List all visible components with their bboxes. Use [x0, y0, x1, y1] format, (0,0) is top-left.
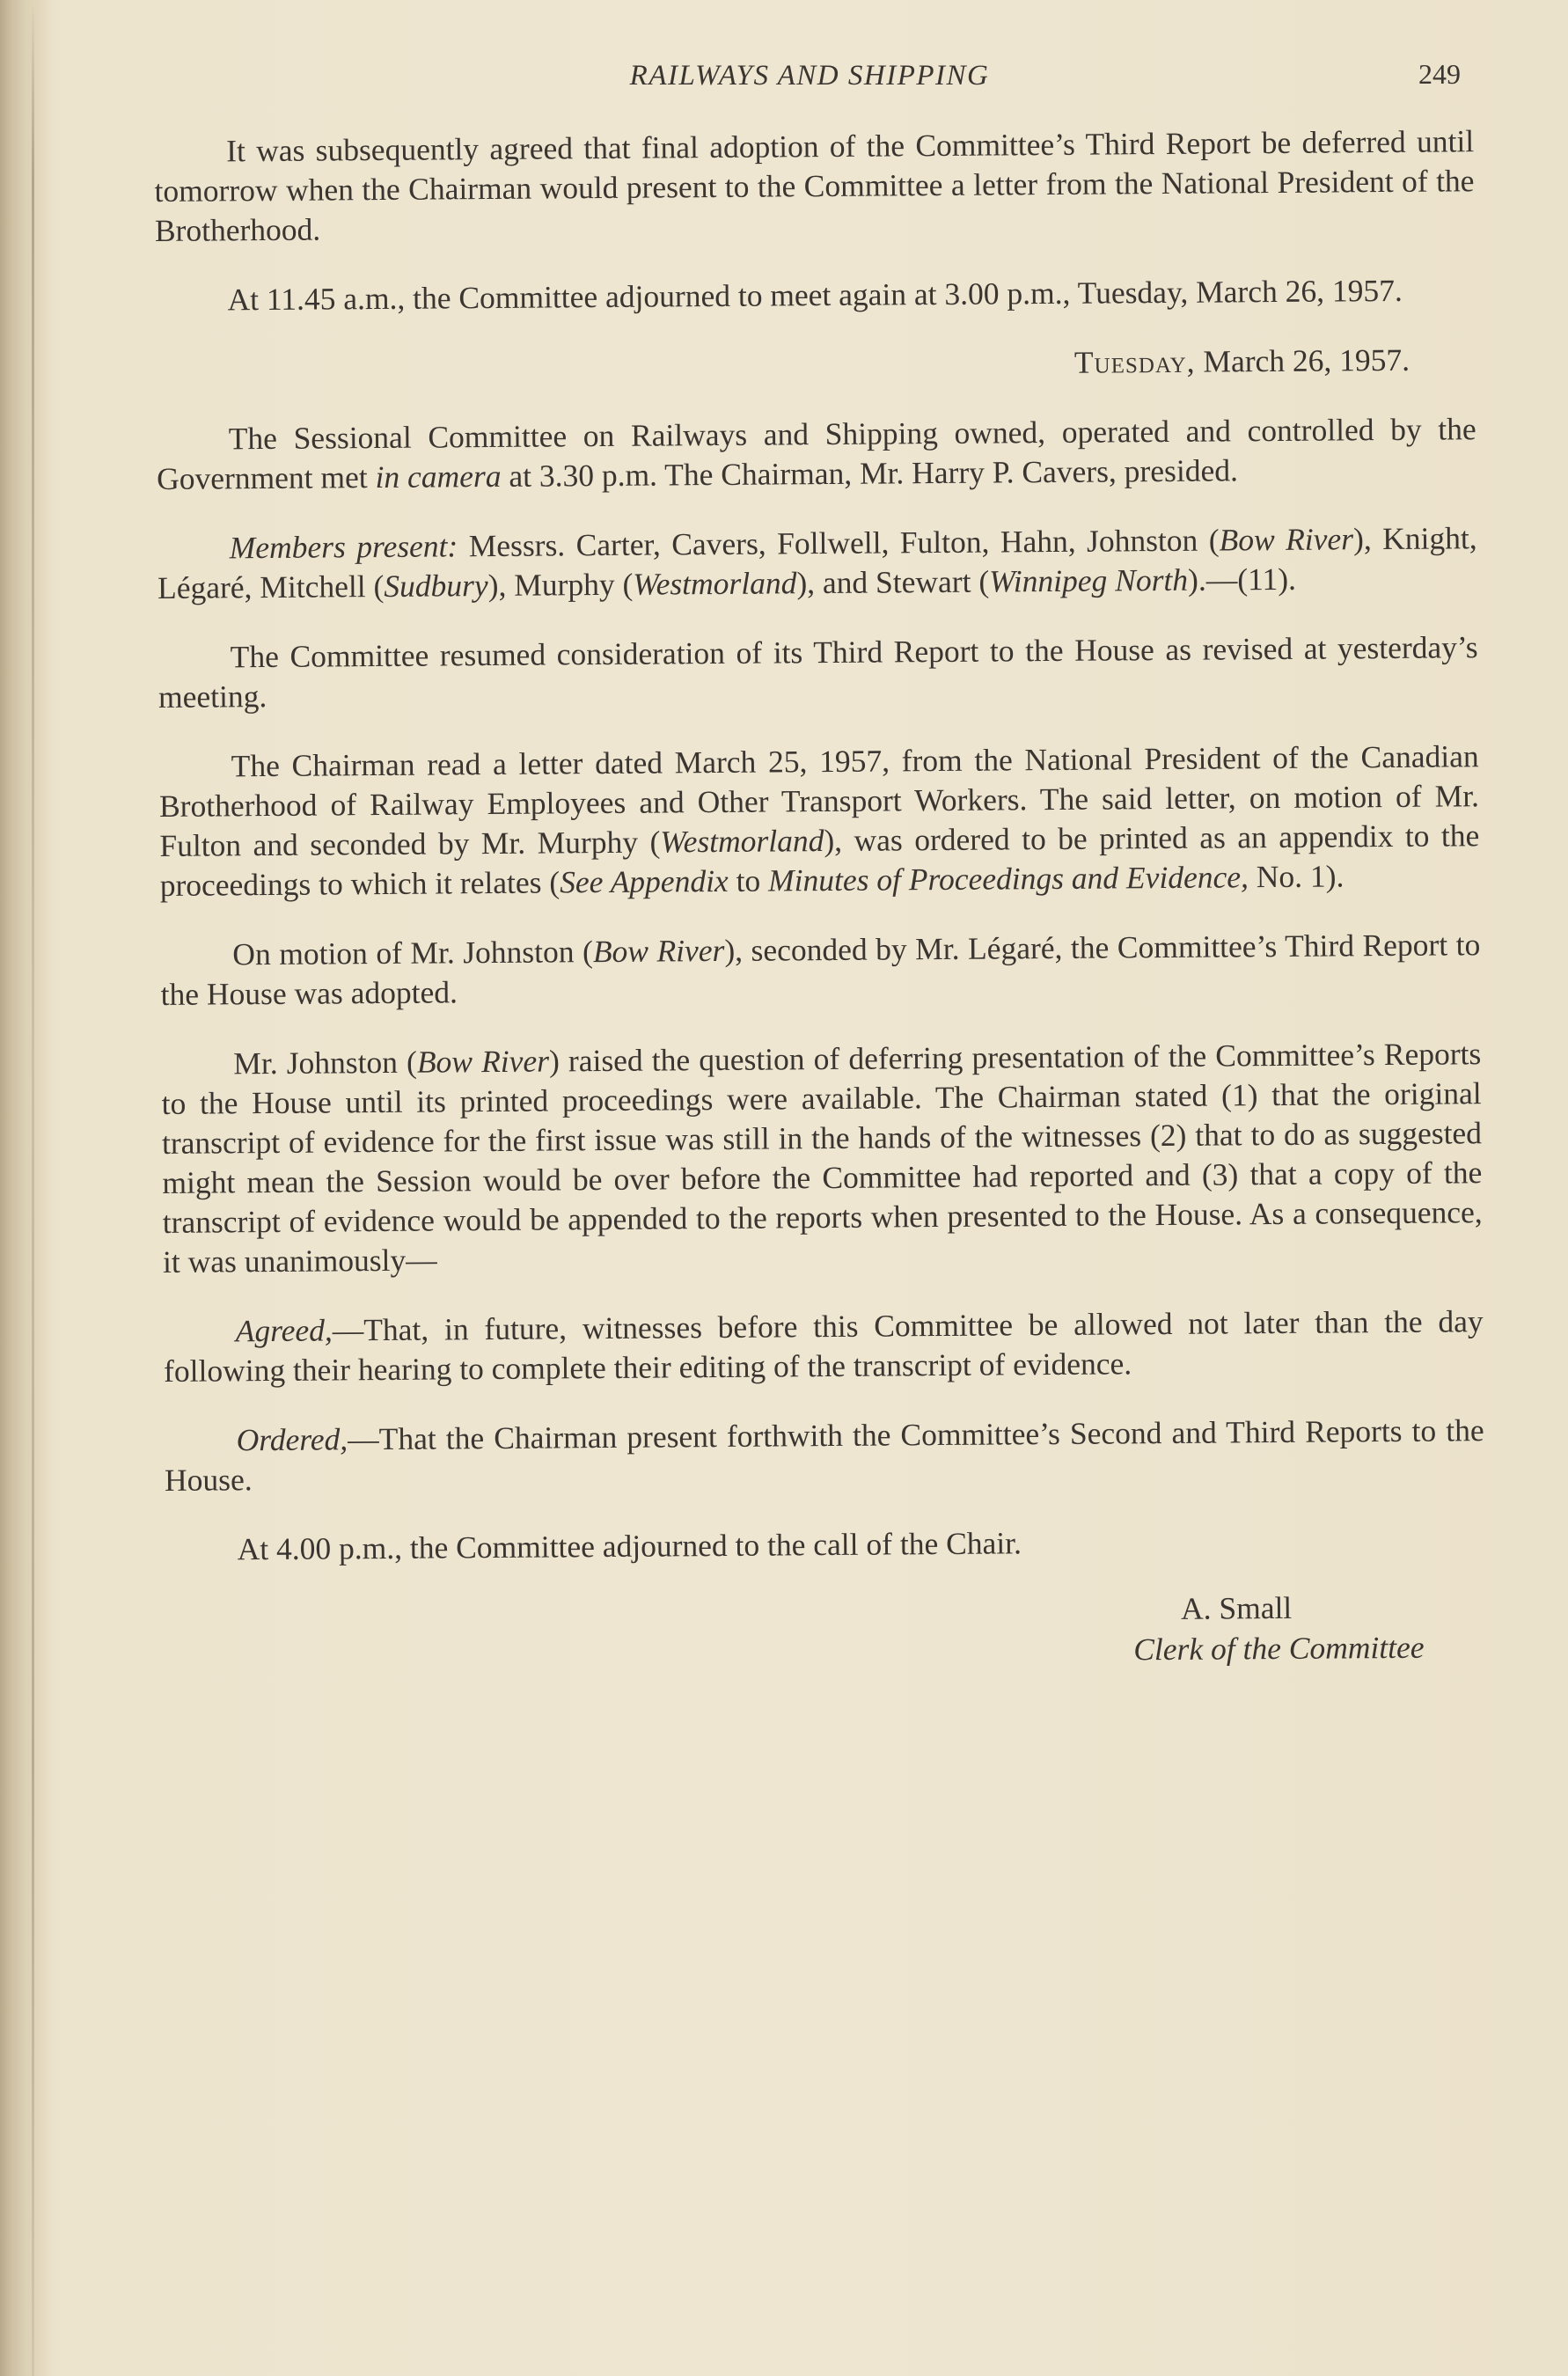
- text-run: ), and Stewart (: [796, 563, 990, 601]
- members-present-label: Members present:: [229, 528, 458, 566]
- paragraph-resumed-consideration: The Committee resumed consideration of its Third Report to the House as revised at yesterday’s meeting.: [158, 629, 1478, 715]
- text-run: —That the Chairman present forthwith the Committee’s Second and Third Reports to the House.: [164, 1412, 1484, 1498]
- text-run: Messrs. Carter, Cavers, Follwell, Fulton, Hahn, Johnston (: [458, 522, 1220, 564]
- agreed-label: Agreed,: [235, 1312, 333, 1349]
- paragraph-deferral: It was subsequently agreed that final adoption of the Committee’s Third Report be deferred until tomorrow when the Chairman would present to the Committee a letter from the National President of the Brotherhood.: [154, 123, 1475, 248]
- text-run: to: [728, 862, 769, 898]
- italic-run: Westmorland: [660, 823, 824, 860]
- minutes-body: [154, 121, 1486, 1677]
- italic-run: Westmorland: [633, 565, 797, 602]
- paragraph-final-adjournment: At 4.00 p.m., the Committee adjourned to the call of the Chair.: [237, 1525, 1022, 1567]
- paragraph-adjournment-morning: At 11.45 a.m., the Committee adjourned to meet again at 3.00 p.m., Tuesday, March 26, 1957.: [227, 272, 1403, 318]
- italic-run: Bow River: [592, 932, 725, 970]
- text-run: No. 1).: [1248, 858, 1345, 895]
- signature-block: [165, 1586, 1486, 1677]
- paragraph-members-present: [158, 518, 1478, 608]
- paragraph-meeting-opened: [157, 409, 1477, 499]
- dateline-date: March 26, 1957.: [1195, 341, 1410, 379]
- text-run: ) raised the question of deferring presentation of the Committee’s Reports to the House until its printed proceedings were available. The Chairman stated (1) that the original transcript of evidence for the first issue was still in the hands of the witnesses (2) that to do as suggested might mean the Session would be over before the Committee had reported and (3) that a copy of the transcript of evidence would be appended to the reports when presented to the House. As a consequence, it was unanimously—: [161, 1036, 1483, 1280]
- paragraph-letter-read: [158, 737, 1479, 906]
- text-run: ), seconded by Mr. Légaré, the Committee’s Third Report to the House was adopted.: [160, 927, 1481, 1012]
- dateline-day: Tuesday,: [1073, 343, 1196, 380]
- clerk-name: A. Small: [1180, 1589, 1293, 1626]
- italic-run: in camera: [375, 458, 502, 495]
- text-run: The Sessional Committee on Railways and Shipping owned, operated and controlled by the Government met: [156, 411, 1476, 496]
- text-run: On motion of Mr. Johnston (: [232, 934, 594, 972]
- paragraph-deferring-question: [161, 1034, 1483, 1282]
- italic-run: Bow River: [416, 1043, 550, 1080]
- page-number: 249: [1418, 58, 1461, 90]
- paragraph-ordered: [165, 1411, 1485, 1500]
- paragraph-report-adopted: [160, 925, 1481, 1015]
- italic-run: Winnipeg North: [989, 561, 1189, 599]
- text-run: The Chairman read a letter dated March 25, 1957, from the National President of the Canadian Brotherhood of Railway Employees and Other Transport Workers. The said letter, on motion of Mr. Fulton and seconded by Mr. Murphy (: [158, 738, 1480, 863]
- text-run: ), Knight, Légaré, Mitchell (: [157, 520, 1477, 605]
- page-binding-shadow: [0, 0, 53, 2376]
- italic-run: Sudbury: [384, 568, 488, 604]
- text-run: at 3.30 p.m. The Chairman, Mr. Harry P. Cavers, presided.: [501, 452, 1239, 494]
- italic-run: See Appendix: [560, 862, 729, 900]
- text-run: ), was ordered to be printed as an appendix to the proceedings to which it relates (: [159, 818, 1480, 903]
- text-run: ), Murphy (: [487, 566, 634, 604]
- italic-run: Bow River: [1219, 521, 1354, 558]
- binding-crease: [32, 0, 34, 2376]
- italic-run: Minutes of Proceedings and Evidence,: [767, 859, 1249, 898]
- meeting-dateline: [156, 340, 1476, 390]
- clerk-title: Clerk of the Committee: [1133, 1629, 1425, 1668]
- text-run: ).—(11).: [1187, 561, 1297, 598]
- page-header: [0, 60, 1568, 99]
- text-run: —That, in future, witnesses before this Committee be allowed not later than the day following their hearing to complete their editing of the transcript of evidence.: [163, 1303, 1484, 1389]
- text-run: Mr. Johnston (: [233, 1044, 418, 1082]
- ordered-label: Ordered,: [236, 1421, 348, 1458]
- paragraph-agreed: [164, 1302, 1484, 1391]
- running-head: RAILWAYS AND SHIPPING: [629, 60, 990, 92]
